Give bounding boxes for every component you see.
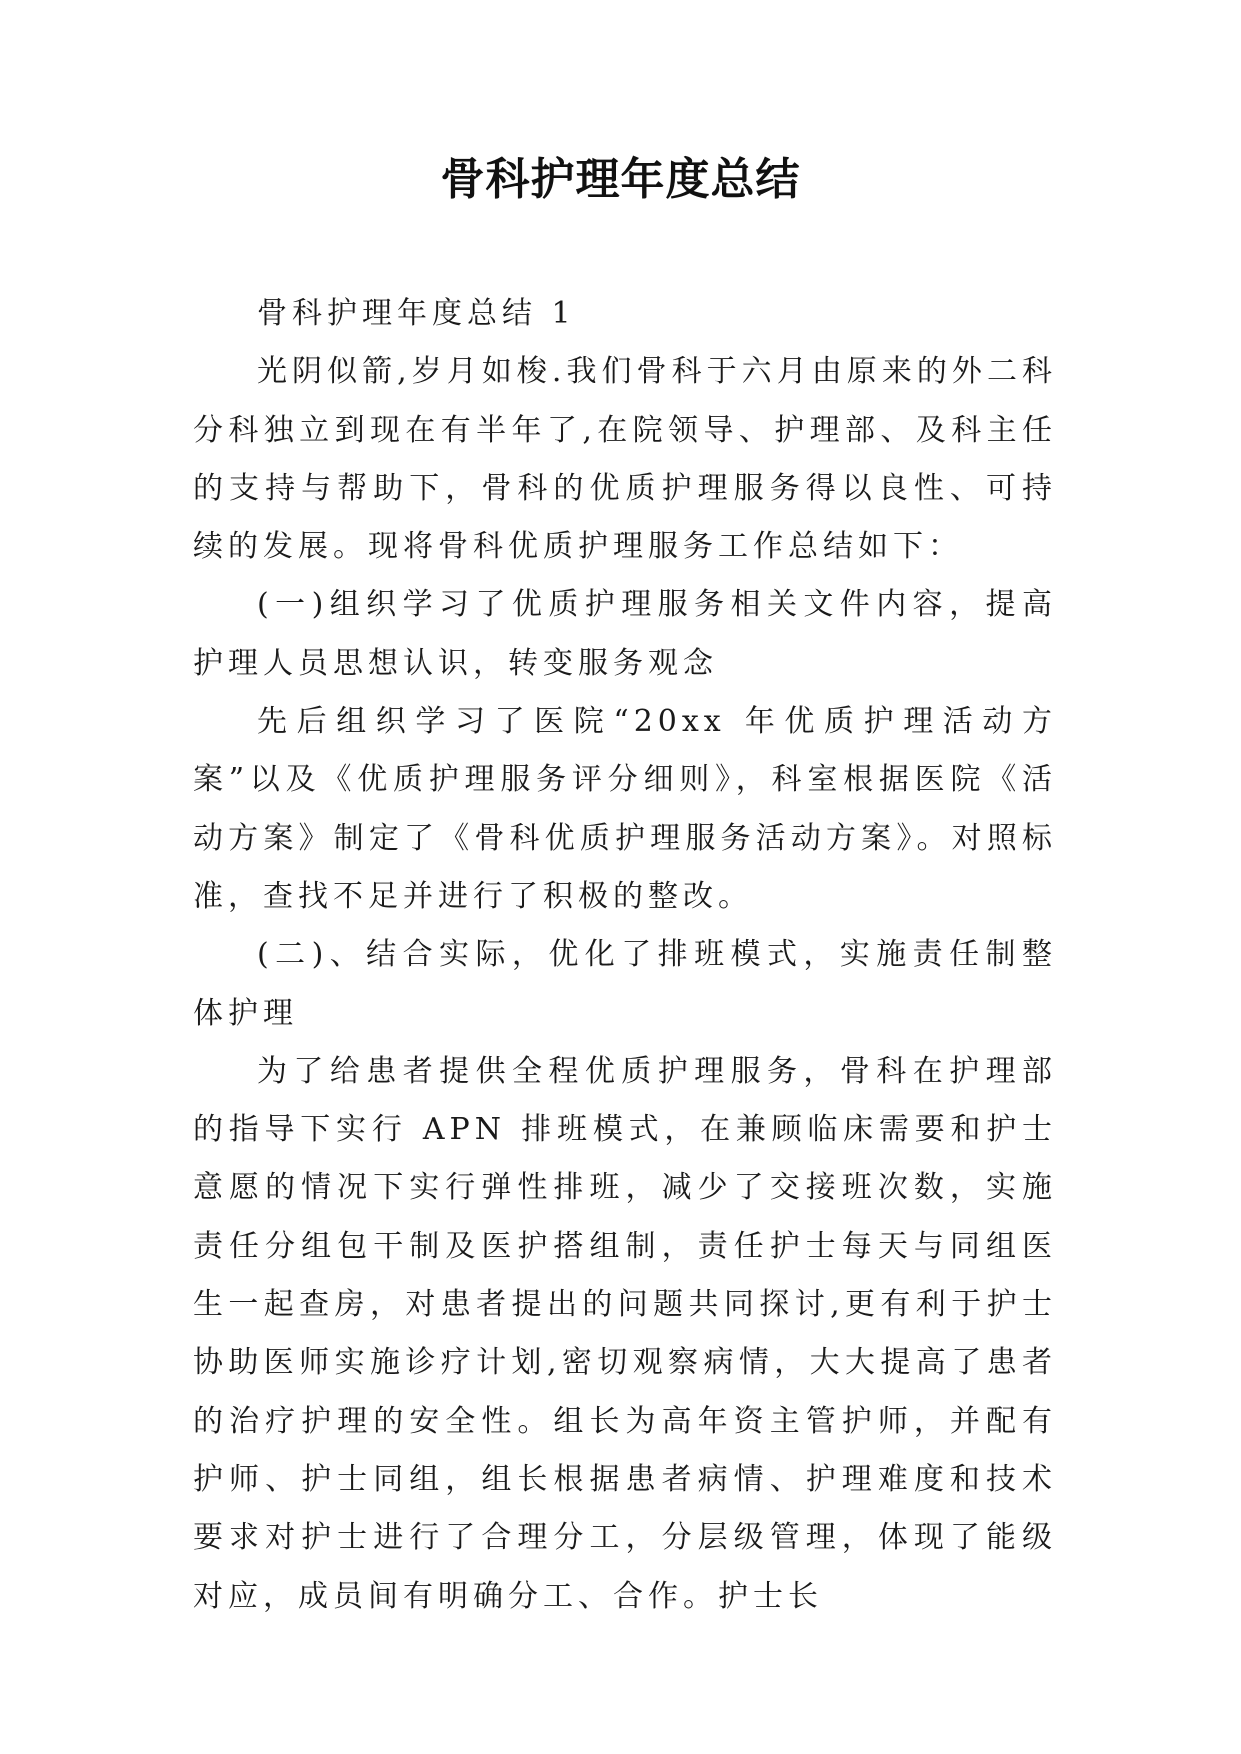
document-title: 骨科护理年度总结	[440, 154, 801, 205]
paragraph-subtitle: 骨科护理年度总结 1	[257, 296, 576, 331]
paragraph-section-2-heading: (二)、结合实际，优化了排班模式，实施责任制整体护理	[193, 937, 1057, 1031]
document-body	[193, 285, 1057, 1626]
paragraph-section-2-body: 为了给患者提供全程优质护理服务，骨科在护理部的指导下实行 APN 排班模式，在兼顾临床需要和护士意愿的情况下实行弹性排班，减少了交接班次数，实施责任分组包干制及医护搭组制，责任护士每天与同组医生一起查房，对患者提出的问题共同探讨,更有利于护士协助医师实施诊疗计划,密切观察病情，大大提高了患者的治疗护理的安全性。组长为高年资主管护师，并配有护师、护士同组，组长根据患者病情、护理难度和技术要求对护士进行了合理分工，分层级管理，体现了能级对应，成员间有明确分工、合作。护士长	[193, 1053, 1057, 1614]
paragraph-section-1-body: 先后组织学习了医院“20xx 年优质护理活动方案”以及《优质护理服务评分细则》，科室根据医院《活动方案》制定了《骨科优质护理服务活动方案》。对照标准，查找不足并进行了积极的整改。	[193, 704, 1057, 914]
paragraph-section-1-heading: (一)组织学习了优质护理服务相关文件内容，提高护理人员思想认识，转变服务观念	[193, 587, 1057, 681]
paragraph-intro: 光阴似箭,岁月如梭.我们骨科于六月由原来的外二科分科独立到现在有半年了,在院领导、护理部、及科主任的支持与帮助下，骨科的优质护理服务得以良性、可持续的发展。现将骨科优质护理服务工作总结如下：	[193, 354, 1057, 565]
